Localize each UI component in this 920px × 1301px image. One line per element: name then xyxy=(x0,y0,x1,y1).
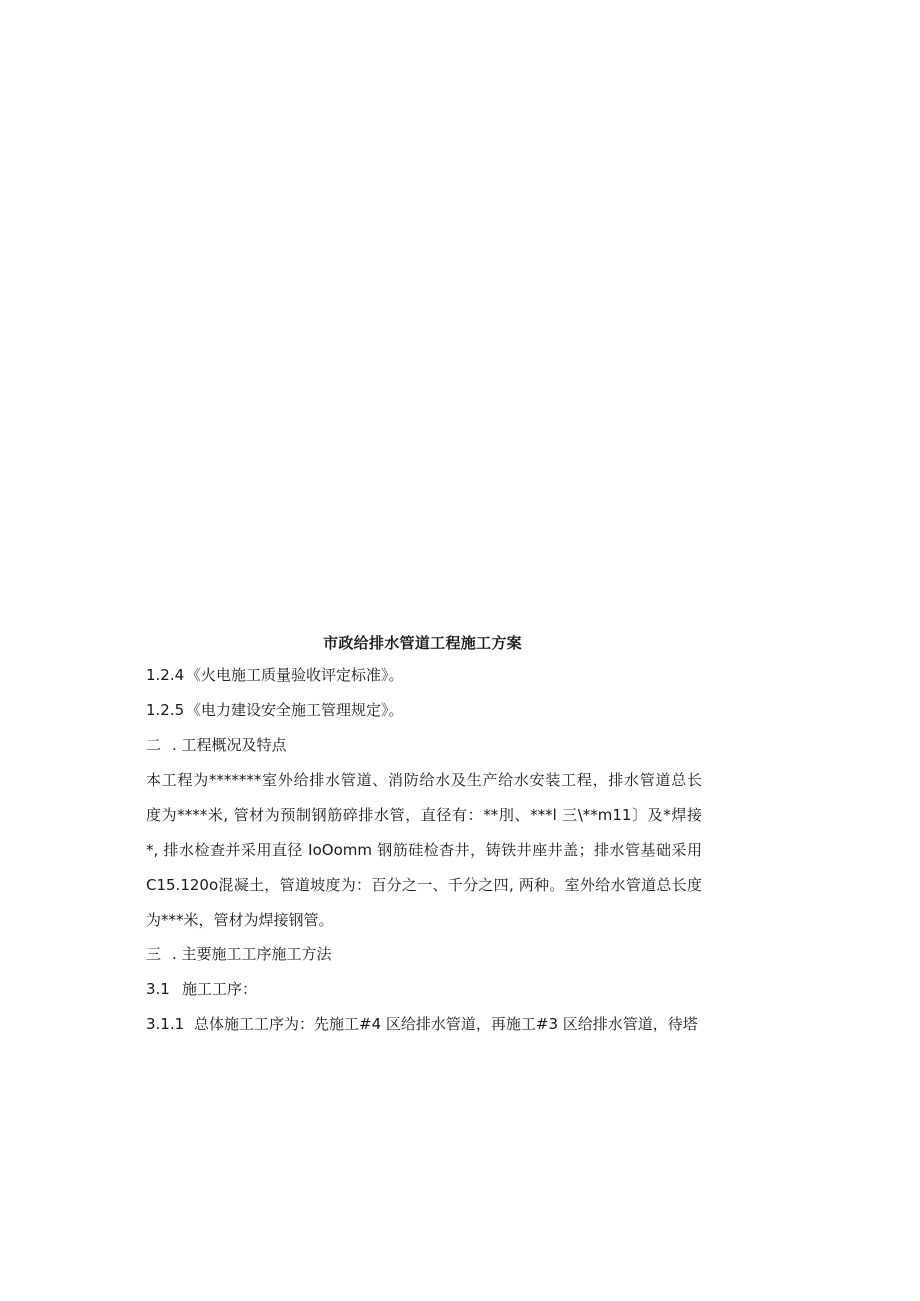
subsection-paragraph xyxy=(146,1014,698,1034)
reference-text: 《电力建设安全施工管理规定》。 xyxy=(186,701,404,719)
section-title: . 工程概况及特点 xyxy=(172,736,287,754)
overview-line: 为***米，管材为焊接钢管。 xyxy=(146,911,334,929)
reference-item xyxy=(146,665,404,685)
section-heading-2 xyxy=(146,735,287,755)
reference-number: 1.2.4 xyxy=(146,666,185,684)
subsection-text: 总体施工工序为：先施工#4 区给排水管道，再施工#3 区给排水管道，待塔 xyxy=(194,1015,698,1033)
overview-line: 度为****米, 管材为预制钢筋碎排水管，直径有：**刖、***l 三\**m11〕及*焊接 xyxy=(146,806,702,824)
subsection-heading xyxy=(146,979,257,999)
subsection-number: 3.1 xyxy=(146,980,170,998)
reference-text: 《火电施工质量验收评定标准》。 xyxy=(186,666,404,684)
section-number: 二 xyxy=(146,736,162,754)
subsection-number: 3.1.1 xyxy=(146,1015,185,1033)
overview-line: C15.120o混凝土，管道坡度为：百分之一、千分之四, 两种。室外给水管道总长度 xyxy=(146,876,702,894)
overview-line: *, 排水检查并采用直径 IoOomm 钢筋硅检杳井，铸铁井座井盖；排水管基础采用 xyxy=(146,841,702,859)
overview-line: 本工程为*******室外给排水管道、消防给水及生产给水安装工程，排水管道总长 xyxy=(146,771,702,789)
section-heading-3 xyxy=(146,944,332,964)
reference-item xyxy=(146,700,404,720)
document-title: 市政给排水管道工程施工方案 xyxy=(323,634,522,652)
section-number: 三 xyxy=(146,945,162,963)
subsection-title: 施工工序： xyxy=(182,980,258,998)
reference-number: 1.2.5 xyxy=(146,701,185,719)
section-title: . 主要施工工序施工方法 xyxy=(172,945,332,963)
